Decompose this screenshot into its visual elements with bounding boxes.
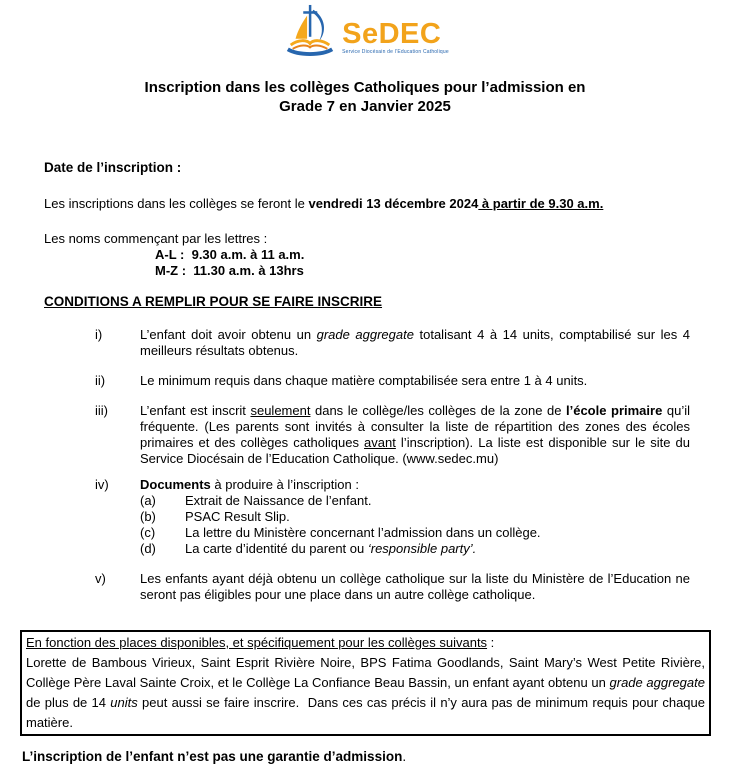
date-heading: Date de l’inscription : [44, 160, 182, 175]
condition-text: L’enfant est inscrit seulement dans le collège/les collèges de la zone de l’école primaire qu’il fréquente. (Les parents sont invités à consulter la liste de répartition des zones des écoles primaires et des collèges catholiques avant l’inscription). La liste est disponible sur le site du Service Diocésain de l’Education Catholique. (www.sedec.mu) [140, 403, 690, 466]
special-colleges-box [20, 630, 711, 736]
documents-list [140, 477, 690, 557]
condition-text: Le minimum requis dans chaque matière comptabilisée sera entre 1 à 4 units. [140, 373, 588, 388]
condition-item-ii [95, 373, 690, 389]
condition-text: Les enfants ayant déjà obtenu un collège catholique sur la liste du Ministère de l’Education ne seront pas éligibles pour une place dans un autre collège catholique. [140, 571, 690, 602]
logo-name: SeDEC [342, 18, 442, 50]
logo-text [342, 20, 449, 58]
condition-number: iv) [95, 477, 109, 492]
letters-intro: Les noms commençant par les lettres : [44, 231, 268, 246]
special-box-body: Lorette de Bambous Virieux, Saint Esprit Rivière Noire, BPS Fatima Goodlands, Saint Mary’s West Petite Rivière, Collège Père Laval Sainte Croix, et le Collège La Confiance Beau Bassin, un enfant ayant obtenu un grade aggregate de plus de 14 units peut aussi se faire inscrire. Dans ces cas précis il n’y aura pas de minimum requis pour chaque matière. [26, 655, 709, 730]
conditions-heading: CONDITIONS A REMPLIR POUR SE FAIRE INSCRIRE [44, 294, 383, 309]
special-box-heading: En fonction des places disponibles, et spécifiquement pour les collèges suivants : [26, 635, 495, 650]
document-item-label: (c) [140, 525, 156, 540]
document-item-c [140, 525, 690, 541]
document-item-a [140, 493, 690, 509]
condition-number: i) [95, 327, 103, 342]
condition-text: L’enfant doit avoir obtenu un grade aggregate totalisant 4 à 14 units, comptabilisé sur les 4 meilleurs résultats obtenus. [140, 327, 690, 358]
document-item-label: (a) [140, 493, 156, 508]
condition-number: v) [95, 571, 106, 586]
logo [0, 2, 730, 58]
document-page [0, 2, 730, 765]
condition-item-i [95, 327, 690, 359]
condition-item-v [95, 571, 690, 603]
document-item-label: (d) [140, 541, 156, 556]
inscription-date-paragraph: Les inscriptions dans les collèges se feront le vendredi 13 décembre 2024 à partir de 9.30 a.m. [44, 196, 604, 211]
condition-item-iv [95, 477, 690, 557]
condition-number: iii) [95, 403, 108, 418]
document-title-line2: Grade 7 en Janvier 2025 [279, 98, 451, 115]
document-title [0, 78, 730, 116]
document-item-text: La carte d’identité du parent ou ‘responsible party’. [185, 541, 477, 556]
documents-intro: Documents à produire à l’inscription : [140, 477, 359, 492]
document-item-d [140, 541, 690, 557]
sedec-logo-icon [281, 4, 339, 58]
condition-item-iii [95, 403, 690, 467]
condition-number: ii) [95, 373, 106, 388]
admission-warning: L’inscription de l’enfant n’est pas une garantie d’admission. [22, 749, 407, 764]
time-slot-mz: M-Z : 11.30 a.m. à 13hrs [155, 263, 304, 278]
document-item-label: (b) [140, 509, 156, 524]
document-item-text: Extrait de Naissance de l’enfant. [185, 493, 372, 508]
document-item-text: La lettre du Ministère concernant l’admission dans un collège. [185, 525, 541, 540]
logo-subtitle: Service Diocésain de l’Education Catholique [342, 49, 449, 55]
document-item-b [140, 509, 690, 525]
document-item-text: PSAC Result Slip. [185, 509, 290, 524]
document-title-line1: Inscription dans les collèges Catholiques pour l’admission en [144, 79, 586, 96]
time-slot-al: A-L : 9.30 a.m. à 11 a.m. [155, 247, 305, 262]
